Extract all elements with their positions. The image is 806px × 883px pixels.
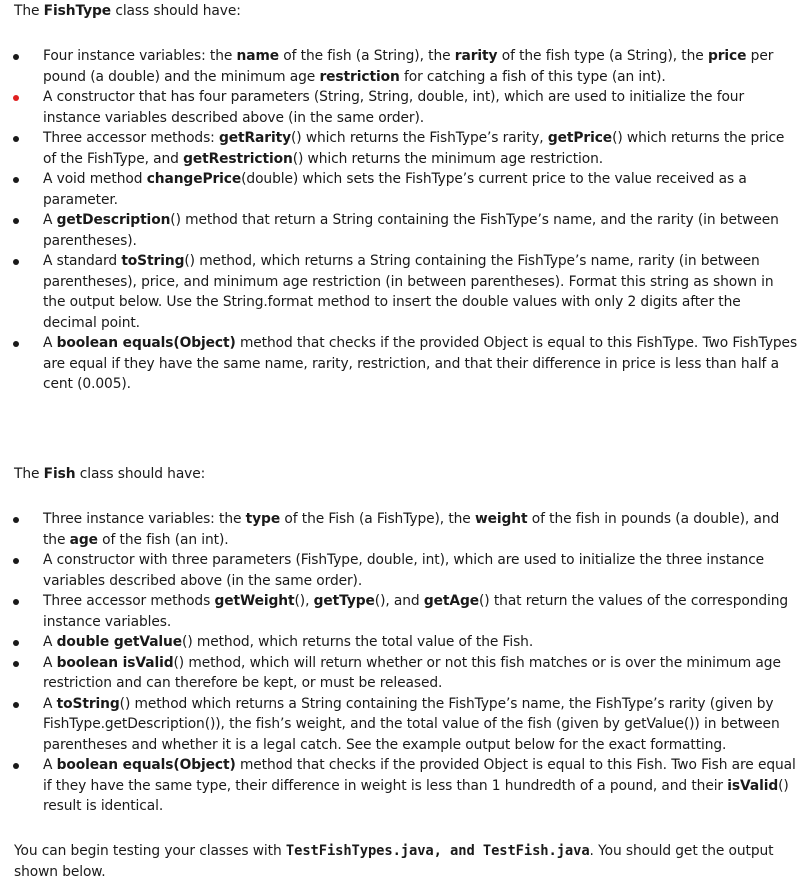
- requirement-item: [0, 87, 806, 128]
- bold-term: age: [69, 531, 98, 548]
- text-segment: You can begin testing your classes with: [14, 843, 286, 859]
- bullet-icon: [13, 341, 19, 347]
- bold-term: getAge: [423, 593, 480, 609]
- bullet-icon: [13, 95, 19, 101]
- text-segment: () that return the values of the corresponding instance variables.: [43, 593, 789, 630]
- text-segment: per pound (a double) and the minimum age: [43, 48, 774, 85]
- text-segment: () method, which returns the total value of the Fish.: [182, 634, 534, 650]
- requirement-item: [0, 755, 806, 817]
- bullet-icon: [13, 517, 19, 523]
- text-segment: A void method: [43, 171, 147, 187]
- text-segment: () result is identical.: [43, 777, 789, 814]
- bold-term: boolean equals(Object): [56, 757, 236, 773]
- bullet-icon: [13, 136, 19, 142]
- text-segment: A: [43, 695, 57, 712]
- requirement-item: [0, 128, 806, 169]
- bullet-icon: [13, 640, 19, 646]
- requirement-item: [0, 632, 806, 653]
- requirement-item: [0, 210, 806, 251]
- fish-heading: The Fish class should have:: [14, 466, 206, 482]
- text-segment: of the fish type (a String), the: [497, 48, 708, 64]
- requirement-item: [0, 694, 806, 756]
- requirement-item: [0, 169, 806, 210]
- text-segment: . You should get the output shown below.: [14, 843, 774, 880]
- text-segment: method that checks if the provided Object is equal to this Fish. Two Fish are equal if they have the same type, their difference in weight is less than 1 hundredth of a pound, and their: [43, 757, 796, 794]
- text-segment: () which returns the FishType’s rarity,: [291, 130, 548, 146]
- bold-term: type: [245, 511, 281, 527]
- bold-term: price: [707, 48, 747, 64]
- bold-term: rarity: [454, 48, 498, 64]
- requirement-item: [0, 509, 806, 550]
- text-segment: A: [43, 212, 57, 228]
- text-segment: of the fish in pounds (a double), and the: [43, 511, 780, 548]
- bold-term: toString: [121, 253, 185, 269]
- text-segment: (),: [294, 593, 314, 609]
- bullet-icon: [13, 558, 19, 564]
- fish-requirements-list: [0, 509, 806, 817]
- text-segment: of the fish (an int).: [97, 531, 229, 548]
- bold-term: getPrice: [547, 130, 613, 146]
- bold-term: name: [236, 48, 279, 64]
- text-segment: A: [43, 757, 57, 773]
- bullet-icon: [13, 259, 19, 265]
- text-segment: Three accessor methods:: [43, 130, 219, 146]
- bold-term: boolean equals(Object): [56, 335, 236, 351]
- requirement-item: [0, 591, 806, 632]
- bold-term: weight: [474, 511, 528, 527]
- bullet-icon: [13, 218, 19, 224]
- text-segment: A standard: [43, 253, 122, 269]
- text-segment: A: [43, 335, 57, 351]
- text-segment: () method that return a String containing the FishType’s name, and the rarity (in between parentheses).: [43, 212, 779, 249]
- requirement-item: [0, 333, 806, 395]
- bullet-icon: [13, 702, 19, 708]
- fishtype-heading: The FishType class should have:: [14, 3, 241, 19]
- bold-term: getDescription: [56, 212, 171, 228]
- requirement-item: [0, 251, 806, 333]
- text-segment: of the fish (a String), the: [279, 48, 455, 64]
- bold-term: changePrice: [146, 171, 242, 187]
- bullet-icon: [13, 661, 19, 667]
- testing-instructions: [14, 841, 794, 882]
- requirement-item: [0, 46, 806, 87]
- text-segment: A constructor with three parameters (FishType, double, int), which are used to initialize the three instance variables described above (in the same order).: [43, 552, 765, 589]
- requirement-item: [0, 550, 806, 591]
- text-segment: () method which returns a String containing the FishType’s name, the FishType’s rarity (given by FishType.getDescription()), the fish’s weight, and the total value of the fish (given by getValue()) in between parentheses and whether it is a legal catch. See the example output below for the exact formatting.: [43, 695, 780, 753]
- text-segment: Four instance variables: the: [43, 48, 237, 64]
- bold-term: getRestriction: [183, 150, 293, 167]
- bullet-icon: [13, 54, 19, 60]
- text-segment: (double) which sets the FishType’s current price to the value received as a parameter.: [43, 171, 747, 208]
- text-segment: Three instance variables: the: [43, 511, 246, 527]
- bold-term: getRarity: [219, 130, 291, 146]
- text-segment: () method, which returns a String containing the FishType’s name, rarity (in between parentheses), price, and minimum age restriction (in between parentheses). Format this string as shown in the output below. Use the String.format method to insert the double values with only 2 digits after the decimal point.: [43, 253, 774, 331]
- bold-term: getType: [313, 593, 375, 609]
- bold-term: toString: [56, 695, 120, 712]
- bold-term: boolean isValid: [56, 654, 174, 671]
- bold-term: restriction: [319, 68, 400, 85]
- bold-term: getWeight: [214, 593, 295, 609]
- text-segment: () which returns the minimum age restriction.: [292, 150, 604, 167]
- text-segment: A constructor that has four parameters (String, String, double, int), which are used to initialize the four instance variables described above (in the same order).: [43, 89, 745, 126]
- text-segment: of the Fish (a FishType), the: [280, 511, 475, 527]
- requirement-item: [0, 653, 806, 694]
- text-segment: (), and: [374, 593, 424, 609]
- bullet-icon: [13, 177, 19, 183]
- bullet-icon: [13, 763, 19, 769]
- text-segment: () which returns the price of the FishType, and: [43, 130, 785, 167]
- bold-term: isValid: [727, 777, 779, 794]
- code-term: TestFishTypes.java, and TestFish.java: [285, 843, 590, 859]
- text-segment: Three accessor methods: [43, 593, 215, 609]
- text-segment: () method, which will return whether or not this fish matches or is over the minimum age restriction and can therefore be kept, or must be released.: [43, 654, 781, 691]
- text-segment: A: [43, 634, 57, 650]
- fishtype-requirements-list: [0, 46, 806, 395]
- text-segment: method that checks if the provided Object is equal to this FishType. Two FishTypes are equal if they have the same name, rarity, restriction, and that their difference in price is less than half a cent (0.005).: [43, 335, 798, 392]
- text-segment: A: [43, 654, 57, 671]
- text-segment: for catching a fish of this type (an int).: [399, 68, 666, 85]
- bullet-icon: [13, 599, 19, 605]
- bold-term: double getValue: [56, 634, 183, 650]
